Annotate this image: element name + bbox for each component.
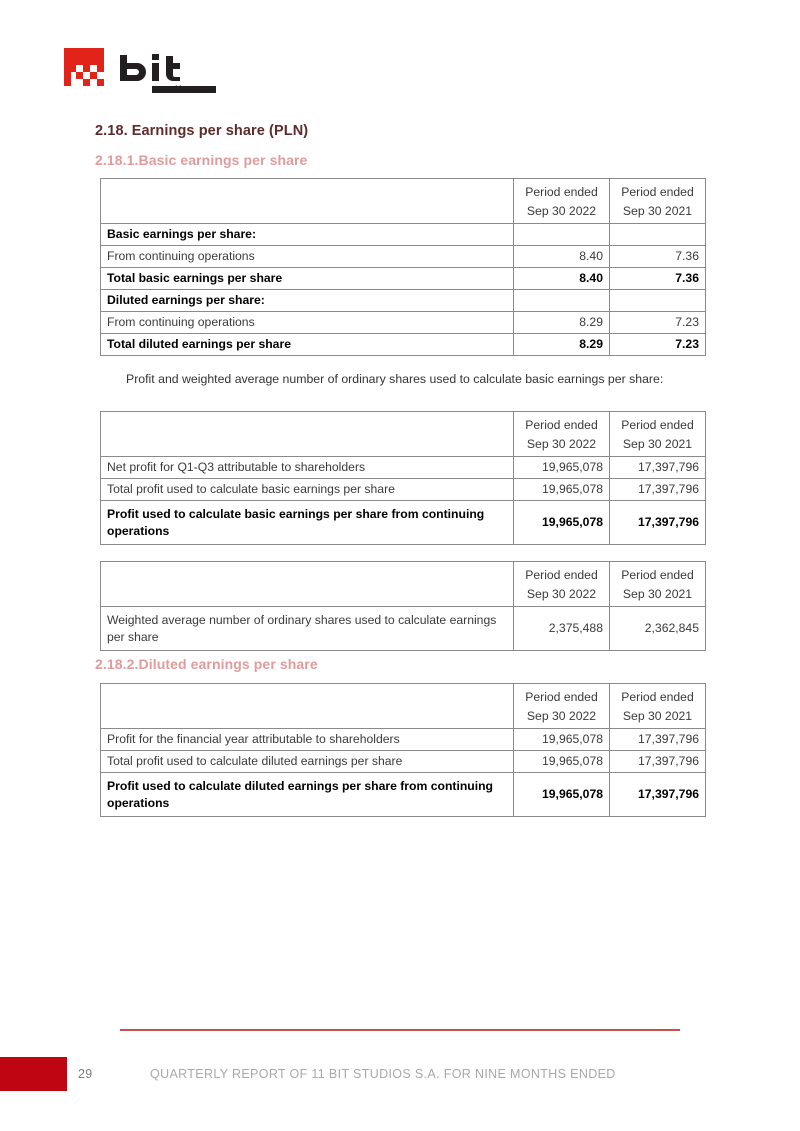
table-header-blank bbox=[101, 684, 514, 729]
table-header-period-2021 bbox=[610, 684, 706, 729]
table-cell-value-2022: 8.40 bbox=[514, 268, 610, 290]
table-row bbox=[101, 773, 706, 817]
table-cell-label: Diluted earnings per share: bbox=[101, 290, 514, 312]
table-header-period-2021 bbox=[610, 562, 706, 607]
table-cell-label: Total profit used to calculate basic earnings per share bbox=[101, 479, 514, 501]
table-cell-value-2022: 2,375,488 bbox=[514, 607, 610, 651]
table-cell-value-2021: 17,397,796 bbox=[610, 773, 706, 817]
section-heading bbox=[95, 123, 308, 139]
table-row bbox=[101, 290, 706, 312]
footer-report-title: QUARTERLY REPORT OF 11 BIT STUDIOS S.A. FOR NINE MONTHS ENDED bbox=[150, 1067, 616, 1081]
table-cell-label: Total diluted earnings per share bbox=[101, 334, 514, 356]
table-header-period-2021 bbox=[610, 179, 706, 224]
table-cell-value-2022: 8.40 bbox=[514, 246, 610, 268]
table-cell-value-2021 bbox=[610, 224, 706, 246]
table-cell-label: Weighted average number of ordinary shares used to calculate earnings per share bbox=[101, 607, 514, 651]
table-cell-value-2022: 8.29 bbox=[514, 334, 610, 356]
table-header-blank bbox=[101, 562, 514, 607]
table-cell-label: From continuing operations bbox=[101, 246, 514, 268]
section-heading-number: 2.18. bbox=[95, 123, 128, 139]
footer-accent-block bbox=[0, 1057, 67, 1091]
table-row bbox=[101, 479, 706, 501]
table-cell-value-2021: 17,397,796 bbox=[610, 479, 706, 501]
table-cell-label: Net profit for Q1-Q3 attributable to shareholders bbox=[101, 457, 514, 479]
table-cell-label: Profit used to calculate diluted earnings per share from continuing operations bbox=[101, 773, 514, 817]
table-header-period-2022 bbox=[514, 562, 610, 607]
table-cell-label: Total profit used to calculate diluted earnings per share bbox=[101, 751, 514, 773]
section-heading-text: Earnings per share (PLN) bbox=[131, 123, 309, 139]
table-cell-value-2021: 7.23 bbox=[610, 334, 706, 356]
table-header-period-2022 bbox=[514, 684, 610, 729]
table-row bbox=[101, 246, 706, 268]
table-header-blank bbox=[101, 412, 514, 457]
table-cell-value-2022: 8.29 bbox=[514, 312, 610, 334]
table-cell-label: Profit for the financial year attributable to shareholders bbox=[101, 729, 514, 751]
period-date-label: Sep 30 2021 bbox=[622, 587, 693, 601]
table-cell-value-2022: 19,965,078 bbox=[514, 457, 610, 479]
table-cell-value-2021: 7.23 bbox=[610, 312, 706, 334]
table-cell-value-2021: 17,397,796 bbox=[610, 457, 706, 479]
table-row bbox=[101, 268, 706, 290]
data-table bbox=[100, 411, 706, 545]
table-header-row bbox=[101, 684, 706, 729]
table-cell-value-2022: 19,965,078 bbox=[514, 729, 610, 751]
company-logo bbox=[64, 48, 224, 100]
table-cell-value-2022 bbox=[514, 290, 610, 312]
table-row bbox=[101, 457, 706, 479]
period-date-label: Sep 30 2021 bbox=[622, 437, 693, 451]
table-cell-value-2021: 7.36 bbox=[610, 268, 706, 290]
table-header-period-2022 bbox=[514, 179, 610, 224]
period-ended-label: Period ended bbox=[525, 418, 598, 432]
table-cell-label: From continuing operations bbox=[101, 312, 514, 334]
table-cell-value-2021: 17,397,796 bbox=[610, 729, 706, 751]
subsection-heading-basic: 2.18.1.Basic earnings per share bbox=[95, 152, 308, 168]
period-date-label: Sep 30 2021 bbox=[622, 709, 693, 723]
footer-divider bbox=[120, 1029, 680, 1031]
period-ended-label: Period ended bbox=[621, 418, 694, 432]
table-cell-label: Profit used to calculate basic earnings per share from continuing operations bbox=[101, 501, 514, 545]
data-table bbox=[100, 683, 706, 817]
data-table bbox=[100, 178, 706, 356]
svg-text:studios: studios bbox=[153, 85, 197, 95]
table-header-period-2022 bbox=[514, 412, 610, 457]
table-row bbox=[101, 751, 706, 773]
table-header-blank bbox=[101, 179, 514, 224]
table-row bbox=[101, 729, 706, 751]
table-cell-value-2022: 19,965,078 bbox=[514, 773, 610, 817]
table-cell-value-2022 bbox=[514, 224, 610, 246]
table-row bbox=[101, 501, 706, 545]
table-row bbox=[101, 334, 706, 356]
period-date-label: Sep 30 2022 bbox=[526, 437, 597, 451]
period-ended-label: Period ended bbox=[621, 568, 694, 582]
bit-studios-wordmark bbox=[120, 53, 216, 95]
table-row bbox=[101, 607, 706, 651]
table-cell-value-2022: 19,965,078 bbox=[514, 751, 610, 773]
table-cell-label: Basic earnings per share: bbox=[101, 224, 514, 246]
footer-page-number: 29 bbox=[78, 1067, 93, 1081]
period-date-label: Sep 30 2022 bbox=[526, 709, 597, 723]
table-cell-value-2021 bbox=[610, 290, 706, 312]
period-ended-label: Period ended bbox=[525, 690, 598, 704]
subsection-heading-diluted: 2.18.2.Diluted earnings per share bbox=[95, 656, 318, 672]
table-cell-label: Total basic earnings per share bbox=[101, 268, 514, 290]
table-cell-value-2021: 2,362,845 bbox=[610, 607, 706, 651]
table-header-row bbox=[101, 179, 706, 224]
table-cell-value-2021: 17,397,796 bbox=[610, 751, 706, 773]
period-date-label: Sep 30 2022 bbox=[526, 204, 597, 218]
table-cell-value-2022: 19,965,078 bbox=[514, 501, 610, 545]
table-header-period-2021 bbox=[610, 412, 706, 457]
period-ended-label: Period ended bbox=[525, 185, 598, 199]
table-row bbox=[101, 224, 706, 246]
body-paragraph: Profit and weighted average number of ordinary shares used to calculate basic earnings per share: bbox=[126, 372, 664, 386]
table-header-row bbox=[101, 412, 706, 457]
data-table bbox=[100, 561, 706, 651]
table-row bbox=[101, 312, 706, 334]
period-date-label: Sep 30 2021 bbox=[622, 204, 693, 218]
table-cell-value-2021: 7.36 bbox=[610, 246, 706, 268]
11-bit-studios-mark-icon bbox=[64, 48, 112, 94]
table-cell-value-2022: 19,965,078 bbox=[514, 479, 610, 501]
table-header-row bbox=[101, 562, 706, 607]
period-ended-label: Period ended bbox=[621, 690, 694, 704]
table-cell-value-2021: 17,397,796 bbox=[610, 501, 706, 545]
period-date-label: Sep 30 2022 bbox=[526, 587, 597, 601]
period-ended-label: Period ended bbox=[525, 568, 598, 582]
period-ended-label: Period ended bbox=[621, 185, 694, 199]
